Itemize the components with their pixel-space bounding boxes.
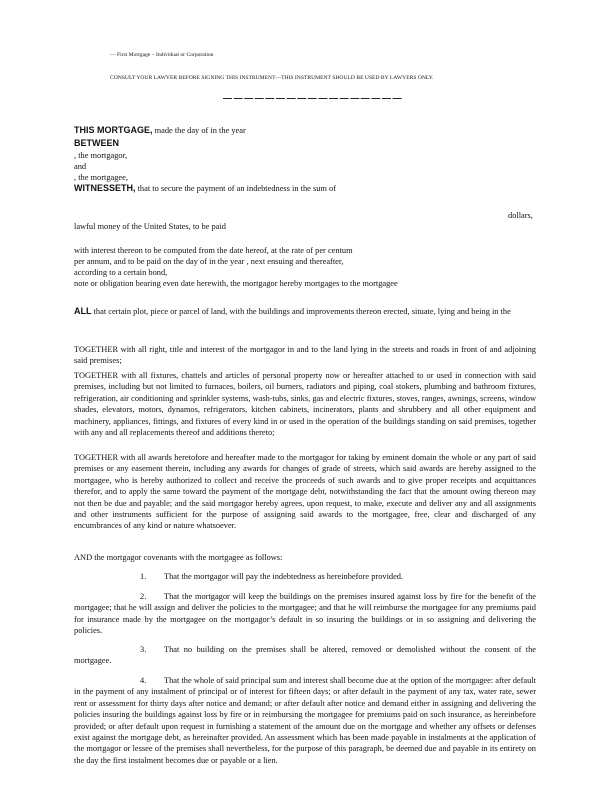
covenant-number: 4. [140, 676, 147, 685]
covenant-1 [74, 571, 536, 582]
together-clause-2: TOGETHER with all fixtures, chattels and articles of personal property now or hereafter attached to or used in connection with said premises, including but not limited to furnaces, boilers, oil burners, radiators and piping, coal stokers, plumbing and bathroom fixtures, refrigeration, air conditioning and sprinkler systems, wash-tubs, sinks, gas and electric fixtures, stoves, ranges, awnings, screens, window shades, elevators, motors, dynamos, refrigerators, kitchen cabinets, incinerators, plants and shrubbery and all other equipment and machinery, appliances, fittings, and fixtures of every kind in or used in the operation of the buildings standing on said premises, together with any and all replacements thereof and additions thereto; [74, 371, 536, 438]
mortgage-heading [74, 125, 246, 136]
dollars-label: dollars, [508, 211, 533, 220]
interest-line-3: according to a certain bond, [74, 268, 168, 277]
covenants-intro: AND the mortgagor covenants with the mortgagee as follows: [74, 553, 283, 562]
covenant-2 [74, 591, 536, 637]
covenant-3 [74, 644, 536, 667]
interest-line-2: per annum, and to be paid on the day of in the year , next ensuing and thereafter, [74, 257, 344, 266]
all-label: ALL [74, 306, 92, 316]
all-clause-text: that certain plot, piece or parcel of land, with the buildings and improvements thereon erected, situate, lying and being in the [91, 307, 511, 316]
caution-notice: CONSULT YOUR LAWYER BEFORE SIGNING THIS INSTRUMENT—THIS INSTRUMENT SHOULD BE USED BY LAWYERS ONLY. [110, 75, 434, 81]
mortgage-date-line: made the day of in the year [152, 126, 246, 135]
covenant-text: That the whole of said principal sum and interest shall become due at the option of the mortgagee: after default in the payment of any instalment of principal or of interest for fifteen days; or after default in the payment of any tax, water rate, sewer rent or assessment for thirty days after notice and demand; or after default after notice and demand either in assigning and delivering the policies insuring the buildings against loss by fire or in reimbursing the mortgagee for premiums paid on such insurance, as hereinbefore provided; or after default upon request in furnishing a statement of the amount due on the mortgage and whether any offsets or defenses exist against the mortgage debt, as hereinafter provided. An assessment which has been made payable in instalments at the application of the mortgagor or lessee of the premises shall nevertheless, for the purpose of this paragraph, be deemed due and payable in its entirety on the day the first instalment becomes due or payable or a lien. [74, 676, 536, 765]
mortgagee-line: , the mortgagee, [74, 173, 128, 182]
lawful-money-line: lawful money of the United States, to be paid [74, 222, 226, 231]
mortgage-label: THIS MORTGAGE, [74, 125, 153, 135]
form-label: — First Mortgage – Individual or Corporation [110, 52, 214, 58]
mortgagor-line: , the mortgagor, [74, 151, 128, 160]
together-clause-1: TOGETHER with all right, title and interest of the mortgagor in and to the land lying in the streets and roads in front of and adjoining said premises; [74, 345, 536, 366]
between-label: BETWEEN [74, 138, 119, 148]
together-clause-3: TOGETHER with all awards heretofore and hereafter made to the mortgagor for taking by eminent domain the whole or any part of said premises or any easement therein, including any awards for changes of grade of streets, which said awards are hereby assigned to the mortgagee, who is hereby authorized to collect and receive the proceeds of such awards and to give proper receipts and acquittances therefor, and to apply the same toward the payment of the mortgage debt, notwithstanding the fact that the amount owing thereon may not then be due and payable; and the said mortgagor hereby agrees, upon request, to make, execute and deliver any and all assignments and other instruments sufficient for the purpose of assigning said awards to the mortgagee, free, clear and discharged of any encumbrances of any kind or nature whatsoever. [74, 453, 536, 531]
interest-line-1: with interest thereon to be computed from the date hereof, at the rate of per centum [74, 246, 353, 255]
all-clause [74, 306, 536, 317]
witnesseth-text: that to secure the payment of an indebtedness in the sum of [135, 184, 336, 193]
witnesseth-line [74, 183, 336, 194]
divider-line: ————————————————— [223, 93, 404, 103]
covenant-number: 2. [140, 592, 147, 601]
interest-line-4: note or obligation bearing even date herewith, the mortgagor hereby mortgages to the mortgagee [74, 279, 398, 288]
covenant-text: That no building on the premises shall be altered, removed or demolished without the consent of the mortgagee. [74, 645, 536, 666]
covenant-text: That the mortgagor will keep the buildings on the premises insured against loss by fire for the benefit of the mortgagee; that he will assign and deliver the policies to the mortgagee; and that he will reimburse the mortgagee for any premiums paid for insurance made by the mortgagee on the mortgagor’s default in so insuring the buildings or in so assigning and delivering the policies. [74, 592, 536, 636]
covenant-4 [74, 675, 536, 766]
covenant-text: That the mortgagor will pay the indebtedness as hereinbefore provided. [164, 572, 404, 581]
covenant-number: 1. [140, 572, 147, 581]
covenant-number: 3. [140, 645, 147, 654]
witnesseth-label: WITNESSETH, [74, 183, 136, 193]
and-line: and [74, 162, 87, 171]
